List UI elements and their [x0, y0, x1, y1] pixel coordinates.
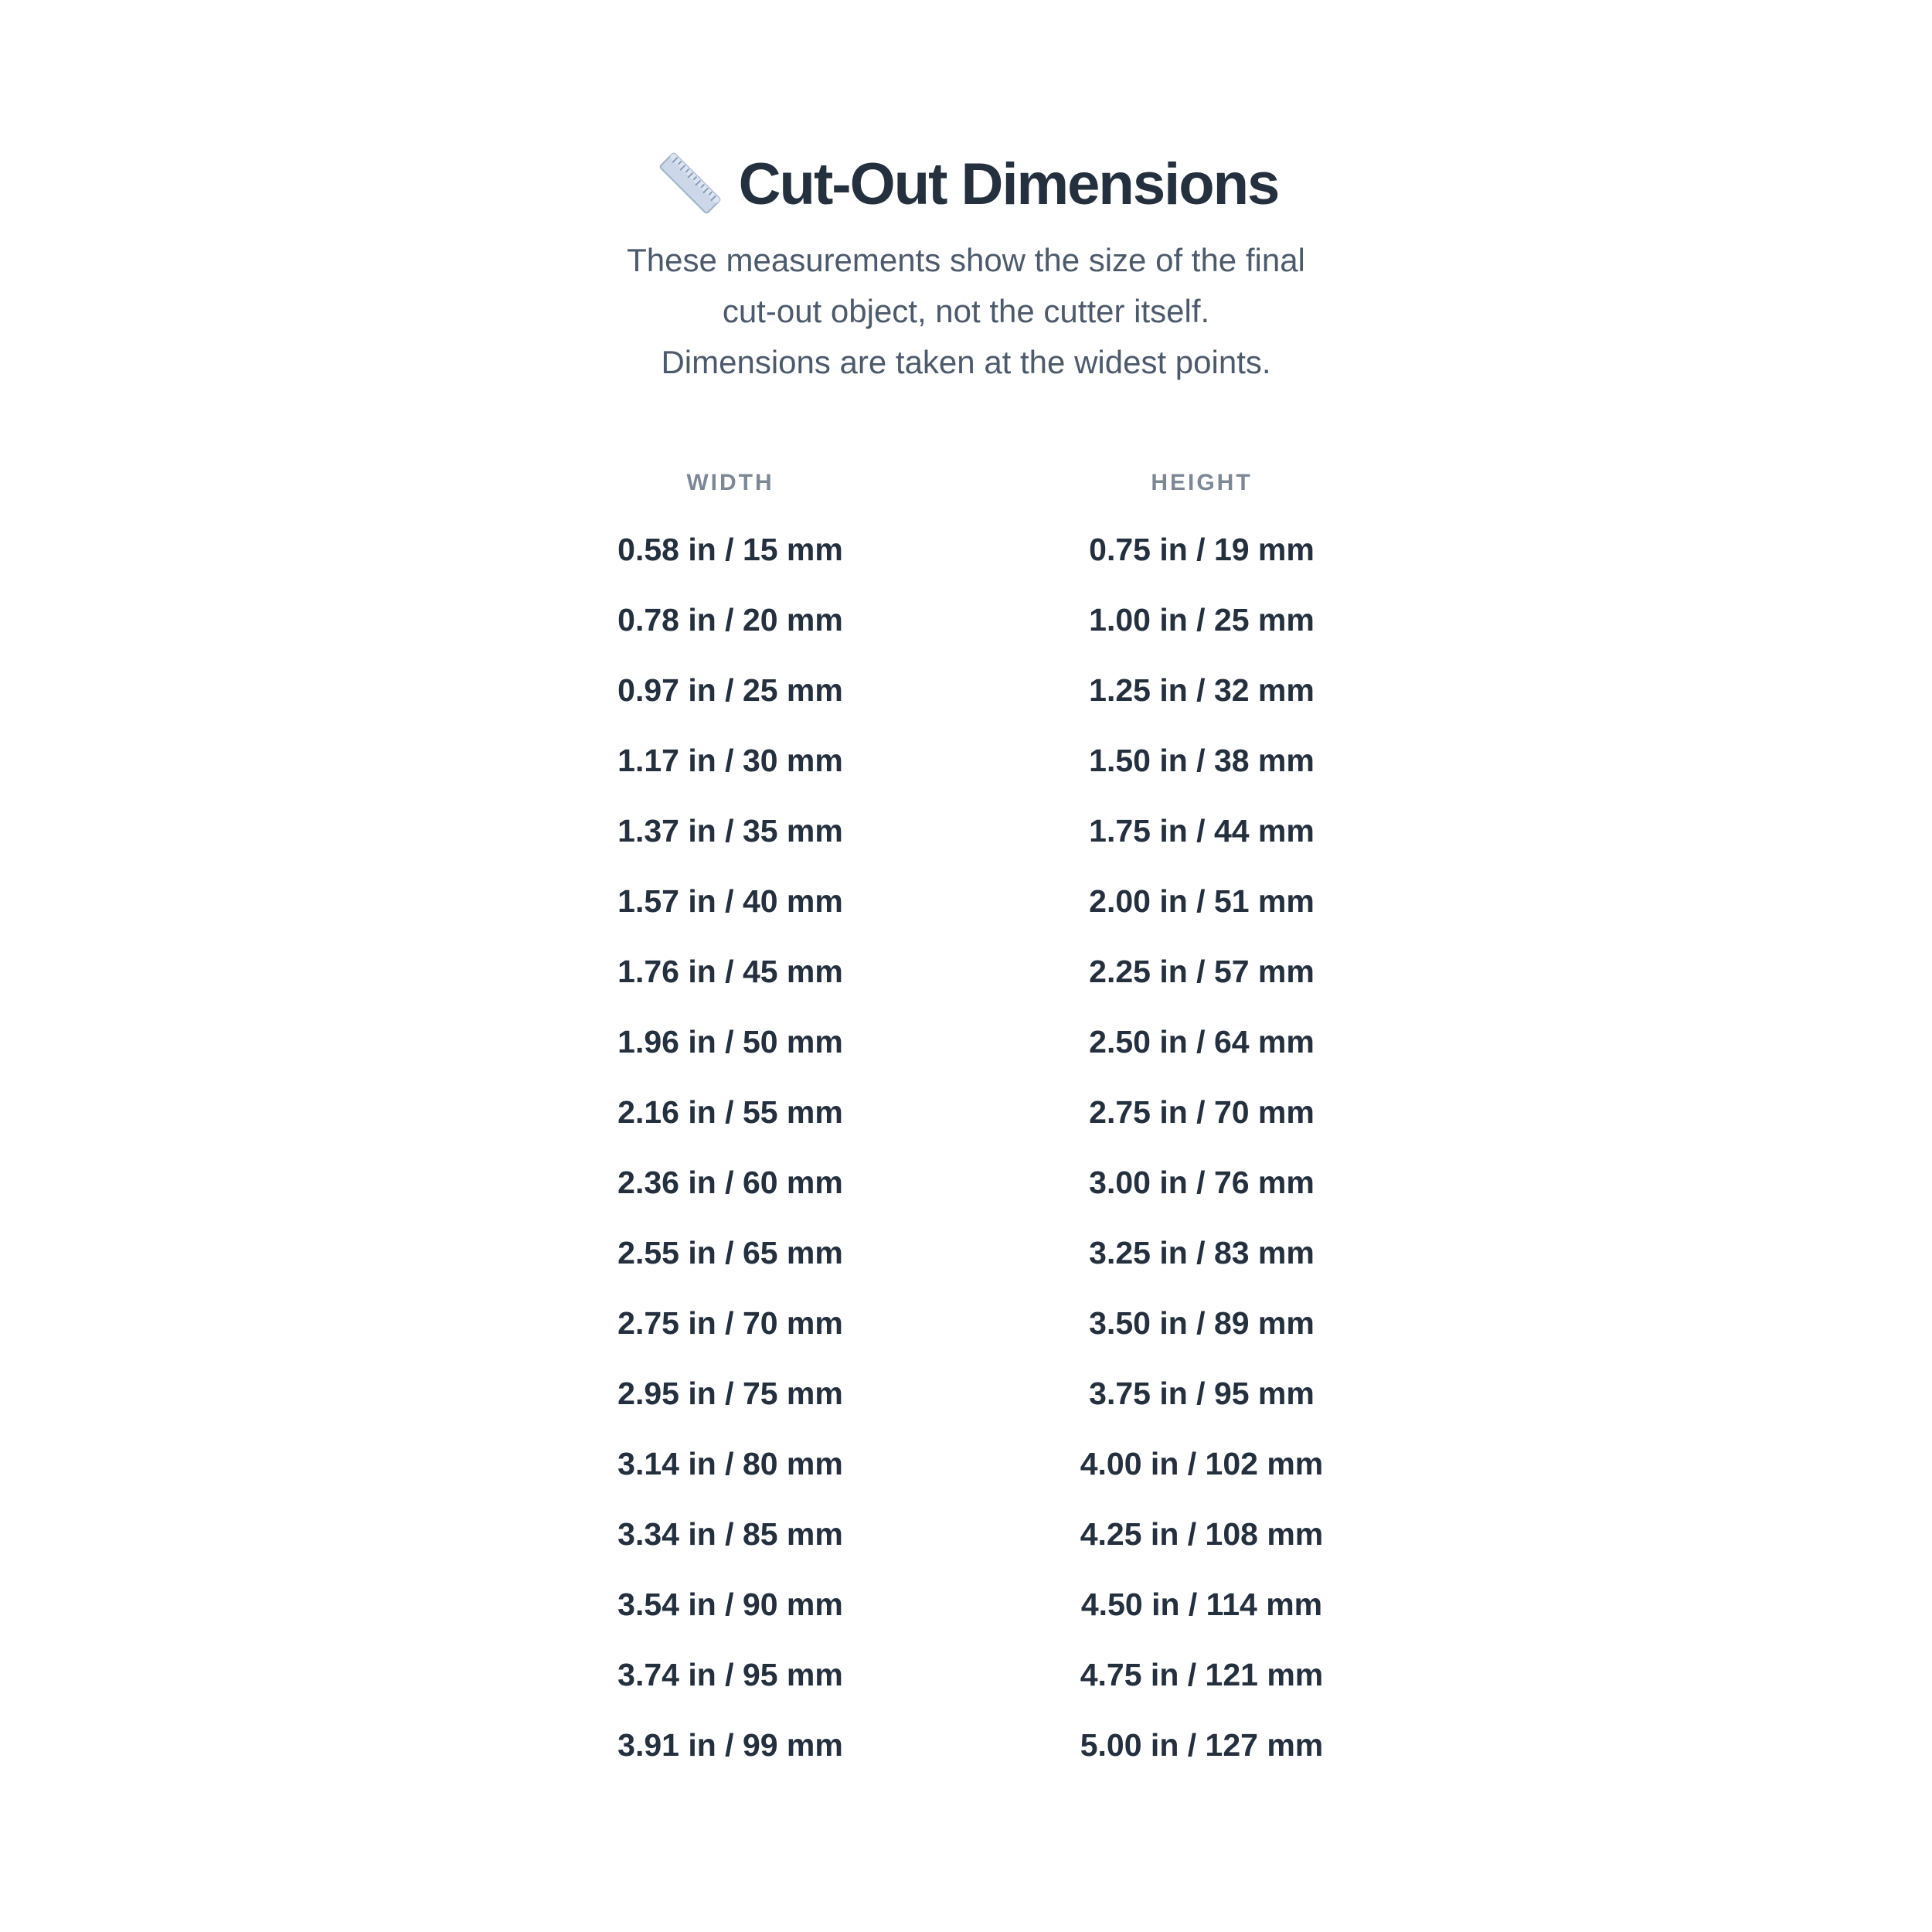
width-value-row-8: 1.96 in / 50 mm [617, 1024, 843, 1060]
width-value-row-6: 1.57 in / 40 mm [617, 883, 843, 919]
width-value-row-9: 2.16 in / 55 mm [617, 1094, 843, 1130]
page-header [495, 147, 1437, 221]
height-value-row-9: 2.75 in / 70 mm [1089, 1094, 1315, 1130]
width-value-row-1: 0.58 in / 15 mm [617, 532, 843, 567]
height-value-row-5: 1.75 in / 44 mm [1089, 813, 1315, 849]
height-value-row-4: 1.50 in / 38 mm [1089, 743, 1315, 778]
width-value-row-14: 3.14 in / 80 mm [617, 1446, 843, 1481]
height-value-row-10: 3.00 in / 76 mm [1089, 1165, 1315, 1200]
height-value-row-16: 4.50 in / 114 mm [1080, 1587, 1323, 1622]
column-header-height: HEIGHT [1151, 470, 1253, 495]
width-value-row-4: 1.17 in / 30 mm [617, 743, 843, 778]
width-value-row-15: 3.34 in / 85 mm [617, 1516, 843, 1552]
width-value-row-13: 2.95 in / 75 mm [617, 1376, 843, 1411]
width-value-row-7: 1.76 in / 45 mm [617, 954, 843, 989]
ruler-icon [654, 147, 726, 219]
page-title: Cut-Out Dimensions [738, 151, 1279, 217]
height-value-row-8: 2.50 in / 64 mm [1089, 1024, 1315, 1060]
height-value-row-15: 4.25 in / 108 mm [1080, 1516, 1324, 1552]
subtitle-line-1: These measurements show the size of the final [627, 242, 1305, 278]
height-value-row-12: 3.50 in / 89 mm [1089, 1305, 1315, 1341]
width-value-row-18: 3.91 in / 99 mm [617, 1727, 843, 1763]
table-body [495, 515, 1437, 1781]
table-header-row [495, 471, 1437, 495]
dimensions-table [495, 471, 1437, 1781]
page-subtitle [495, 235, 1437, 388]
height-value-row-11: 3.25 in / 83 mm [1089, 1235, 1315, 1270]
width-value-row-3: 0.97 in / 25 mm [617, 672, 843, 708]
width-value-row-2: 0.78 in / 20 mm [617, 602, 843, 638]
height-value-row-2: 1.00 in / 25 mm [1089, 602, 1315, 638]
column-header-width: WIDTH [686, 470, 774, 495]
width-value-row-17: 3.74 in / 95 mm [617, 1657, 843, 1692]
width-value-row-10: 2.36 in / 60 mm [617, 1165, 843, 1200]
width-value-row-5: 1.37 in / 35 mm [617, 813, 843, 849]
width-value-row-16: 3.54 in / 90 mm [617, 1587, 843, 1622]
height-value-row-17: 4.75 in / 121 mm [1080, 1657, 1324, 1692]
page [495, 0, 1437, 1781]
width-value-row-11: 2.55 in / 65 mm [617, 1235, 843, 1270]
subtitle-line-3: Dimensions are taken at the widest points. [661, 344, 1271, 380]
height-value-row-13: 3.75 in / 95 mm [1089, 1376, 1315, 1411]
height-value-row-3: 1.25 in / 32 mm [1089, 672, 1315, 708]
height-value-row-18: 5.00 in / 127 mm [1080, 1727, 1324, 1763]
height-value-row-14: 4.00 in / 102 mm [1080, 1446, 1324, 1481]
height-value-row-7: 2.25 in / 57 mm [1089, 954, 1315, 989]
height-value-row-1: 0.75 in / 19 mm [1089, 532, 1315, 567]
height-value-row-6: 2.00 in / 51 mm [1089, 883, 1315, 919]
subtitle-line-2: cut-out object, not the cutter itself. [722, 293, 1210, 329]
width-value-row-12: 2.75 in / 70 mm [617, 1305, 843, 1341]
